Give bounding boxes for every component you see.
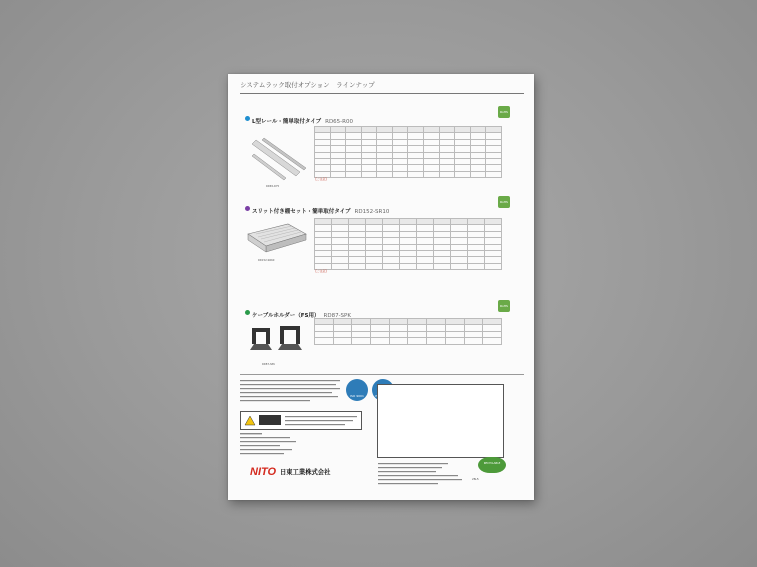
page-header: システムラック取付オプション ラインナップ — [240, 81, 375, 89]
address-text-block — [378, 462, 470, 488]
section-title-slit-shelf — [245, 200, 389, 216]
section-bullet-icon — [245, 310, 250, 315]
section-bullet-icon — [245, 116, 250, 121]
section-2-model: RD152-SR10 — [354, 209, 390, 215]
recyclable-mark-icon — [478, 457, 506, 473]
slit-shelf-image — [244, 220, 310, 256]
contact-text-block — [240, 432, 302, 464]
catalog-sheet — [228, 74, 534, 500]
cable-holder-image — [248, 320, 308, 358]
company-name: 日東工業株式会社 — [280, 469, 331, 476]
section-1-spec-table — [314, 126, 502, 178]
dealer-stamp-box — [377, 384, 504, 458]
section-3-model: RD87-SPK — [323, 313, 351, 319]
rohs-badge-icon: RoHS — [498, 106, 510, 118]
recycle-code: 2N-5 — [472, 477, 479, 481]
header-rule — [240, 93, 524, 94]
section-title-l-rail — [245, 110, 353, 126]
rohs-badge-icon: RoHS — [498, 300, 510, 312]
section-3-title: ケーブルホルダー（FS用） — [252, 313, 320, 319]
nito-logo: NITO — [250, 466, 277, 478]
section-1-image-label: RD65-R75 — [266, 185, 280, 188]
section-3-spec-table — [314, 318, 502, 345]
iso-9001-label: ISO 9001 — [350, 394, 364, 398]
section-3-image-label: RD87-SPK — [262, 363, 275, 366]
section-1-model: RD65-R00 — [325, 119, 353, 125]
notice-text-block — [240, 378, 342, 406]
section-2-spec-table — [314, 218, 502, 270]
section-2-title: スリット付き棚セット・簡単取付タイプ — [252, 209, 351, 215]
section-2-image-label: RD152-SR60 — [258, 259, 275, 262]
section-bullet-icon — [245, 206, 250, 211]
safety-warning-box — [240, 411, 362, 430]
iso-9001-icon — [346, 379, 368, 401]
section-2-note-label: 【ご注意】 — [314, 269, 328, 273]
section-1-note-label: 【ご注意】 — [314, 177, 328, 181]
l-rail-image — [250, 134, 310, 184]
recyclable-label: RECYCLABLE — [483, 462, 501, 465]
rohs-badge-icon: RoHS — [498, 196, 510, 208]
section-1-title: L型レール・簡単取付タイプ — [252, 119, 322, 125]
footer-rule — [240, 374, 524, 375]
